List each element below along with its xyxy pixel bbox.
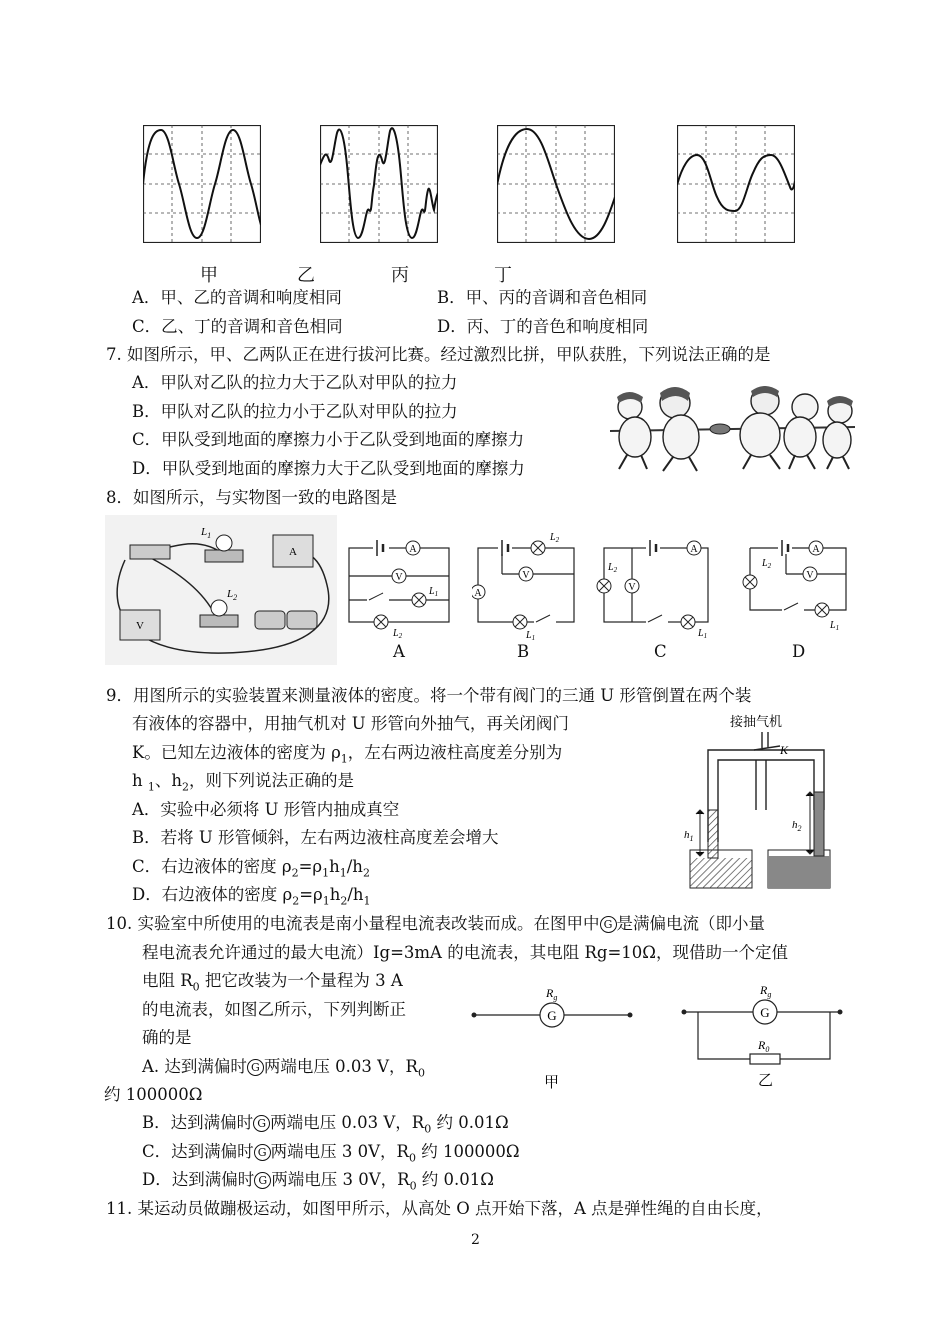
- svg-text:L2: $L_2$: [393, 628, 403, 640]
- q10-stem-line2: 程电流表允许通过的最大电流）Ig=3mA 的电流表，其电阻 Rg=10Ω，现借助一个定值: [142, 943, 788, 962]
- q8-circuit-c: [596, 530, 716, 642]
- q9-valve-label: K: [780, 743, 789, 757]
- q10-figure-label-yi: 乙: [758, 1073, 774, 1089]
- q10-stem-line5: 确的是: [142, 1028, 192, 1047]
- q8-circuit-label-b: B: [517, 642, 530, 661]
- svg-text:A: A: [812, 544, 820, 555]
- q8-physical-l2-label: $L_2$: [227, 588, 238, 602]
- q8-stem: 8．如图所示，与实物图一致的电路图是: [106, 488, 397, 507]
- galvanometer-symbol: G: [254, 1172, 271, 1189]
- svg-text:L1: $L_1$: [698, 628, 708, 640]
- q6-option-b[interactable]: B．甲、丙的音调和音色相同: [437, 288, 648, 307]
- q8-circuit-label-d: D: [792, 642, 806, 661]
- q9-option-a[interactable]: A．实验中必须将 U 形管内抽成真空: [132, 800, 400, 819]
- q9-h1-label: $h_1$: [684, 829, 694, 843]
- q8-physical-ammeter-label: A: [289, 546, 297, 558]
- q10-stem-line3: 电阻 $R_0$ 把它改装为一个量程为 3 A: [142, 971, 403, 994]
- svg-text:G: G: [547, 1008, 557, 1023]
- q11-stem: 11. 某运动员做蹦极运动，如图甲所示，从高处 O 点开始下落，A 点是弹性绳的自由长度，: [106, 1199, 773, 1218]
- q8-circuit-label-c: C: [654, 642, 667, 661]
- waveform-figure-yi: [320, 125, 438, 243]
- q10-rg-label-jia: $R_g$: [546, 986, 558, 1002]
- q9-stem-line2: 有液体的容器中，用抽气机对 U 形管向外抽气，再关闭阀门: [132, 714, 569, 733]
- galvanometer-symbol: G: [247, 1059, 264, 1076]
- wave-label-jia: 甲: [200, 265, 218, 286]
- q9-option-d[interactable]: D．右边液体的密度 $\rho_2=\rho_1h_2/h_1$: [132, 885, 371, 908]
- q10-r0-label: $R_0$: [758, 1038, 770, 1054]
- svg-text:A: A: [690, 544, 698, 555]
- q8-physical-circuit: [105, 515, 337, 665]
- q9-h2-label: $h_2$: [792, 819, 802, 833]
- svg-text:V: V: [522, 570, 530, 581]
- q10-option-b[interactable]: B．达到满偏时 G 两端电压 0.03 V，$R_0$ 约 0.01Ω: [142, 1113, 509, 1136]
- page-number: 2: [471, 1232, 480, 1248]
- q9-option-c[interactable]: C．右边液体的密度 $\rho_2=\rho_1h_1/h_2$: [132, 857, 370, 880]
- q8-circuit-label-a: A: [393, 642, 405, 661]
- wave-label-bing: 丙: [391, 265, 409, 286]
- svg-text:V: V: [628, 582, 636, 593]
- svg-text:L1: $L_1$: [830, 620, 840, 632]
- q7-stem: 7. 如图所示，甲、乙两队正在进行拔河比赛。经过激烈比拼，甲队获胜，下列说法正确的是: [106, 345, 771, 364]
- svg-text:L1: $L_1$: [429, 586, 439, 598]
- q10-figure-yi: [680, 975, 850, 1090]
- q7-option-a[interactable]: A．甲队对乙队的拉力大于乙队对甲队的拉力: [132, 373, 458, 392]
- waveform-figure-ding: [677, 125, 795, 243]
- wave-label-yi: 乙: [297, 265, 315, 286]
- svg-text:V: V: [806, 570, 814, 581]
- q6-option-c[interactable]: C．乙、丁的音调和音色相同: [132, 317, 343, 336]
- waveform-figure-jia: [143, 125, 261, 243]
- galvanometer-symbol: G: [254, 1144, 271, 1161]
- q8-physical-l1-label: $L_1$: [201, 526, 212, 540]
- wave-label-ding: 丁: [494, 265, 512, 286]
- q9-stem-line4: h $_1$、$h_2$，则下列说法正确的是: [132, 771, 355, 794]
- q9-u-tube-figure: [668, 710, 838, 892]
- svg-text:L2: $L_2$: [762, 558, 772, 570]
- q8-circuit-b: [472, 530, 584, 642]
- q10-option-c[interactable]: C．达到满偏时 G 两端电压 3 0V，$R_0$ 约 100000Ω: [142, 1142, 520, 1165]
- svg-text:L2: $L_2$: [608, 562, 618, 574]
- svg-text:A: A: [409, 544, 417, 555]
- q9-option-b[interactable]: B．若将 U 形管倾斜，左右两边液柱高度差会增大: [132, 828, 499, 847]
- q8-circuit-d: [738, 530, 853, 642]
- svg-text:V: V: [395, 572, 403, 583]
- q6-option-d[interactable]: D．丙、丁的音色和响度相同: [437, 317, 649, 336]
- svg-text:A: A: [474, 588, 482, 599]
- svg-text:G: G: [760, 1005, 770, 1020]
- galvanometer-symbol: G: [253, 1115, 270, 1132]
- galvanometer-symbol: G: [600, 916, 617, 933]
- q7-option-d[interactable]: D．甲队受到地面的摩擦力大于乙队受到地面的摩擦力: [132, 459, 525, 478]
- q10-figure-label-jia: 甲: [544, 1075, 560, 1090]
- q10-option-a-cont: 约 100000Ω: [104, 1085, 203, 1104]
- q10-option-d[interactable]: D．达到满偏时 G 两端电压 3 0V，$R_0$ 约 0.01Ω: [142, 1170, 494, 1193]
- q6-option-a[interactable]: A．甲、乙的音调和响度相同: [132, 288, 342, 307]
- q10-rg-label-yi: $R_g$: [760, 983, 772, 999]
- q8-physical-voltmeter-label: V: [136, 620, 144, 632]
- tug-of-war-illustration: [605, 385, 860, 475]
- q7-option-c[interactable]: C．甲队受到地面的摩擦力小于乙队受到地面的摩擦力: [132, 430, 525, 449]
- q10-option-a[interactable]: A. 达到满偏时 G 两端电压 0.03 V，$R_0$: [142, 1057, 425, 1080]
- waveform-figure-bing: [497, 125, 615, 243]
- q9-stem-line3: K。已知左边液体的密度为 $\rho_1$，左右两边液柱高度差分别为: [132, 743, 563, 766]
- q10-stem-line1: 10. 实验室中所使用的电流表是南小量程电流表改装而成。在图甲中 G 是满偏电流（即小量: [106, 914, 765, 933]
- svg-text:L2: $L_2$: [550, 532, 560, 544]
- q8-circuit-a: [343, 530, 455, 642]
- q9-stem-line1: 9．用图所示的实验装置来测量液体的密度。将一个带有阀门的三通 U 形管倒置在两个装: [106, 686, 752, 705]
- q7-option-b[interactable]: B．甲队对乙队的拉力小于乙队对甲队的拉力: [132, 402, 458, 421]
- q10-stem-line4: 的电流表，如图乙所示，下列判断正: [142, 1000, 406, 1019]
- q9-pump-label: 接抽气机: [730, 714, 783, 729]
- q10-figure-jia: [470, 975, 640, 1090]
- svg-text:L1: $L_1$: [526, 630, 536, 642]
